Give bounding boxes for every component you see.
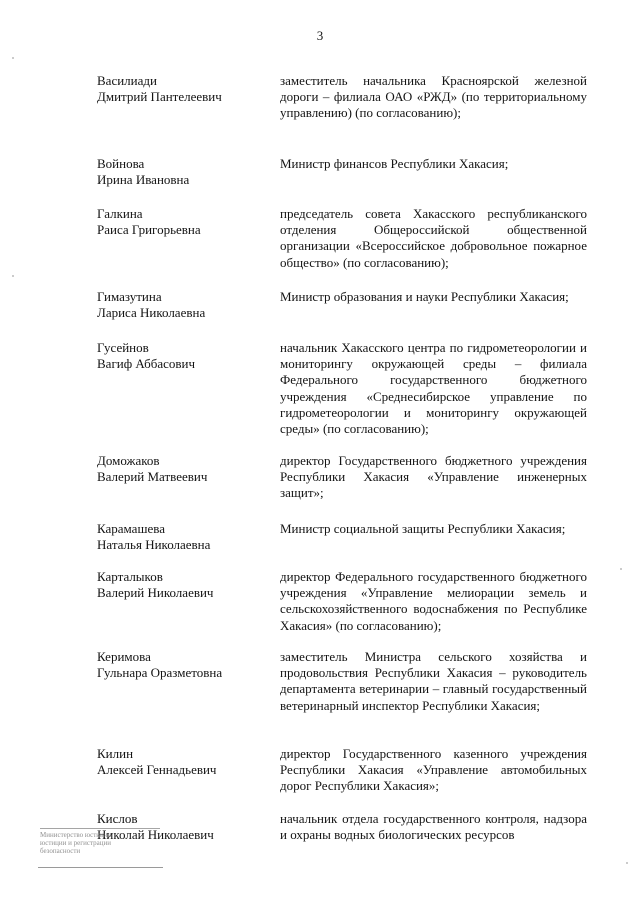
member-position: заместитель начальника Красноярской железной дороги – филиала ОАО «РЖД» (по территориальному управлению) (по согласованию); [280,73,587,121]
scan-speck [12,57,14,59]
list-item [97,289,587,340]
member-name [97,746,280,811]
list-item [97,340,587,453]
page-number: 3 [316,28,324,43]
stamp-line: юстиции и регистрации [40,839,111,847]
stamp-line: Министерство юстиции [40,831,112,839]
stamp-line: безопасности [40,847,81,855]
member-surname: Войнова [97,156,145,171]
scan-speck [626,862,628,864]
member-name [97,289,280,340]
members-list [97,73,587,847]
member-surname: Керимова [97,649,151,664]
member-surname: Гусейнов [97,340,149,355]
list-item [97,569,587,649]
member-surname: Галкина [97,206,143,221]
list-item [97,206,587,289]
member-given-names: Вагиф Аббасович [97,356,196,372]
member-name [97,453,280,521]
member-surname: Василиади [97,73,157,88]
member-position: Министр социальной защиты Республики Хакасия; [280,521,566,536]
member-surname: Доможаков [97,453,160,468]
list-item [97,453,587,521]
member-position: Министр финансов Республики Хакасия; [280,156,509,171]
scan-speck [620,568,622,570]
member-name [97,649,280,746]
member-name [97,340,280,453]
member-name [97,521,280,569]
member-given-names: Валерий Матвеевич [97,469,208,485]
member-given-names: Наталья Николаевна [97,537,211,553]
member-position: директор Государственного бюджетного учреждения Республики Хакасия «Управление инженерных защит»; [280,453,587,501]
member-surname: Гимазутина [97,289,162,304]
list-item [97,811,587,847]
member-name [97,569,280,649]
list-item [97,156,587,206]
member-given-names: Алексей Геннадьевич [97,762,217,778]
member-surname: Килин [97,746,134,761]
member-position: заместитель Министра сельского хозяйства и продовольствия Республики Хакасия – руководитель департамента ветеринарии – главный государственный ветеринарный инспектор Республики Хакасия; [280,649,587,713]
member-position: начальник отдела государственного контроля, надзора и охраны водных биологических ресурсов [280,811,587,843]
registration-stamp [40,828,160,871]
member-position: начальник Хакасского центра по гидрометеорологии и мониторингу окружающей среды – филиала Федерального государственного бюджетного учреждения «Среднесибирское управление по гидрометеорологии и мониторингу окружающей среды» (по согласованию); [280,340,587,437]
member-surname: Карталыков [97,569,163,584]
stamp-underline [38,867,163,868]
member-position: директор Федерального государственного бюджетного учреждения «Управление мелиорации земель и сельскохозяйственного водоснабжения по Республике Хакасия» (по согласованию); [280,569,587,633]
member-position: директор Государственного казенного учреждения Республики Хакасия «Управление автомобильных дорог Республики Хакасия»; [280,746,587,794]
member-name [97,156,280,206]
member-name [97,206,280,289]
member-given-names: Раиса Григорьевна [97,222,201,238]
member-surname: Кислов [97,811,138,826]
list-item [97,521,587,569]
member-given-names: Ирина Ивановна [97,172,190,188]
member-given-names: Дмитрий Пантелеевич [97,89,222,105]
member-name [97,73,280,156]
member-given-names: Николай Николаевич [97,827,214,843]
member-given-names: Валерий Николаевич [97,585,214,601]
member-position: председатель совета Хакасского республиканского отделения Общероссийской общественной организации «Всероссийское добровольное пожарное общество» (по согласованию); [280,206,587,270]
scan-speck [12,275,14,277]
member-given-names: Лариса Николаевна [97,305,206,321]
member-surname: Карамашева [97,521,165,536]
list-item [97,649,587,746]
list-item [97,746,587,811]
member-position: Министр образования и науки Республики Хакасия; [280,289,569,304]
list-item [97,73,587,156]
member-given-names: Гульнара Оразметовна [97,665,223,681]
